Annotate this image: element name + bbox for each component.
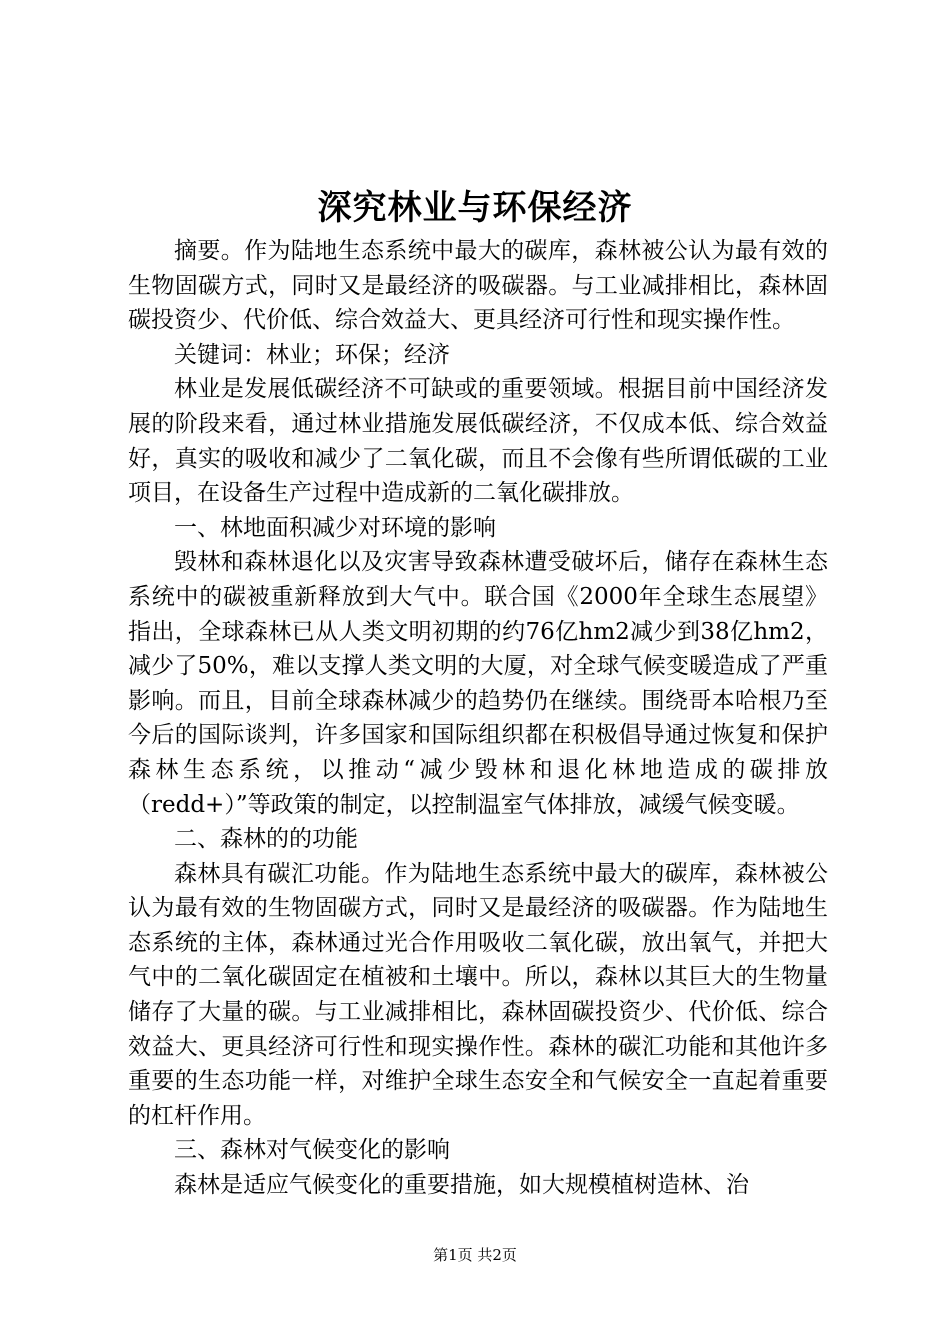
section-1-paragraph: 毁林和森林退化以及灾害导致森林遭受破坏后，储存在森林生态系统中的碳被重新释放到大气中。联合国《2000年全球生态展望》指出，全球森林已从人类文明初期的约76亿hm2减少到38亿hm2，减少了50%，难以支撑人类文明的大厦，对全球气候变暖造成了严重影响。而且，目前全球森林减少的趋势仍在继续。围绕哥本哈根乃至今后的国际谈判，许多国家和国际组织都在积极倡导通过恢复和保护森林生态系统，以推动“减少毁林和退化林地造成的碳排放（redd+）”等政策的制定，以控制温室气体排放，减缓气候变暖。 (128, 549, 828, 818)
section-2-paragraph: 森林具有碳汇功能。作为陆地生态系统中最大的碳库，森林被公认为最有效的生物固碳方式，同时又是最经济的吸碳器。作为陆地生态系统的主体，森林通过光合作用吸收二氧化碳，放出氧气，并把大气中的二氧化碳固定在植被和土壤中。所以，森林以其巨大的生物量储存了大量的碳。与工业减排相比，森林固碳投资少、代价低、综合效益大、更具经济可行性和现实操作性。森林的碳汇功能和其他许多重要的生态功能一样，对维护全球生态安全和气候安全一直起着重要的杠杆作用。 (128, 860, 828, 1129)
document-title: 深究林业与环保经济 (317, 188, 633, 228)
section-heading-1: 一、林地面积减少对环境的影响 (174, 514, 496, 541)
page-footer: 第1页 共2页 (433, 1246, 517, 1264)
keywords-paragraph: 关键词：林业；环保；经济 (174, 341, 450, 368)
section-heading-3: 三、森林对气候变化的影响 (174, 1137, 450, 1164)
section-heading-2: 二、森林的的功能 (174, 826, 358, 853)
abstract-paragraph: 摘要。作为陆地生态系统中最大的碳库，森林被公认为最有效的生物固碳方式，同时又是最经济的吸碳器。与工业减排相比，森林固碳投资少、代价低、综合效益大、更具经济可行性和现实操作性。 (128, 238, 828, 334)
document-body (128, 234, 828, 1203)
section-3-paragraph: 森林是适应气候变化的重要措施，如大规模植树造林、治 (174, 1172, 749, 1199)
intro-paragraph: 林业是发展低碳经济不可缺或的重要领域。根据目前中国经济发展的阶段来看，通过林业措施发展低碳经济，不仅成本低、综合效益好，真实的吸收和减少了二氧化碳，而且不会像有些所谓低碳的工业项目，在设备生产过程中造成新的二氧化碳排放。 (128, 376, 828, 507)
